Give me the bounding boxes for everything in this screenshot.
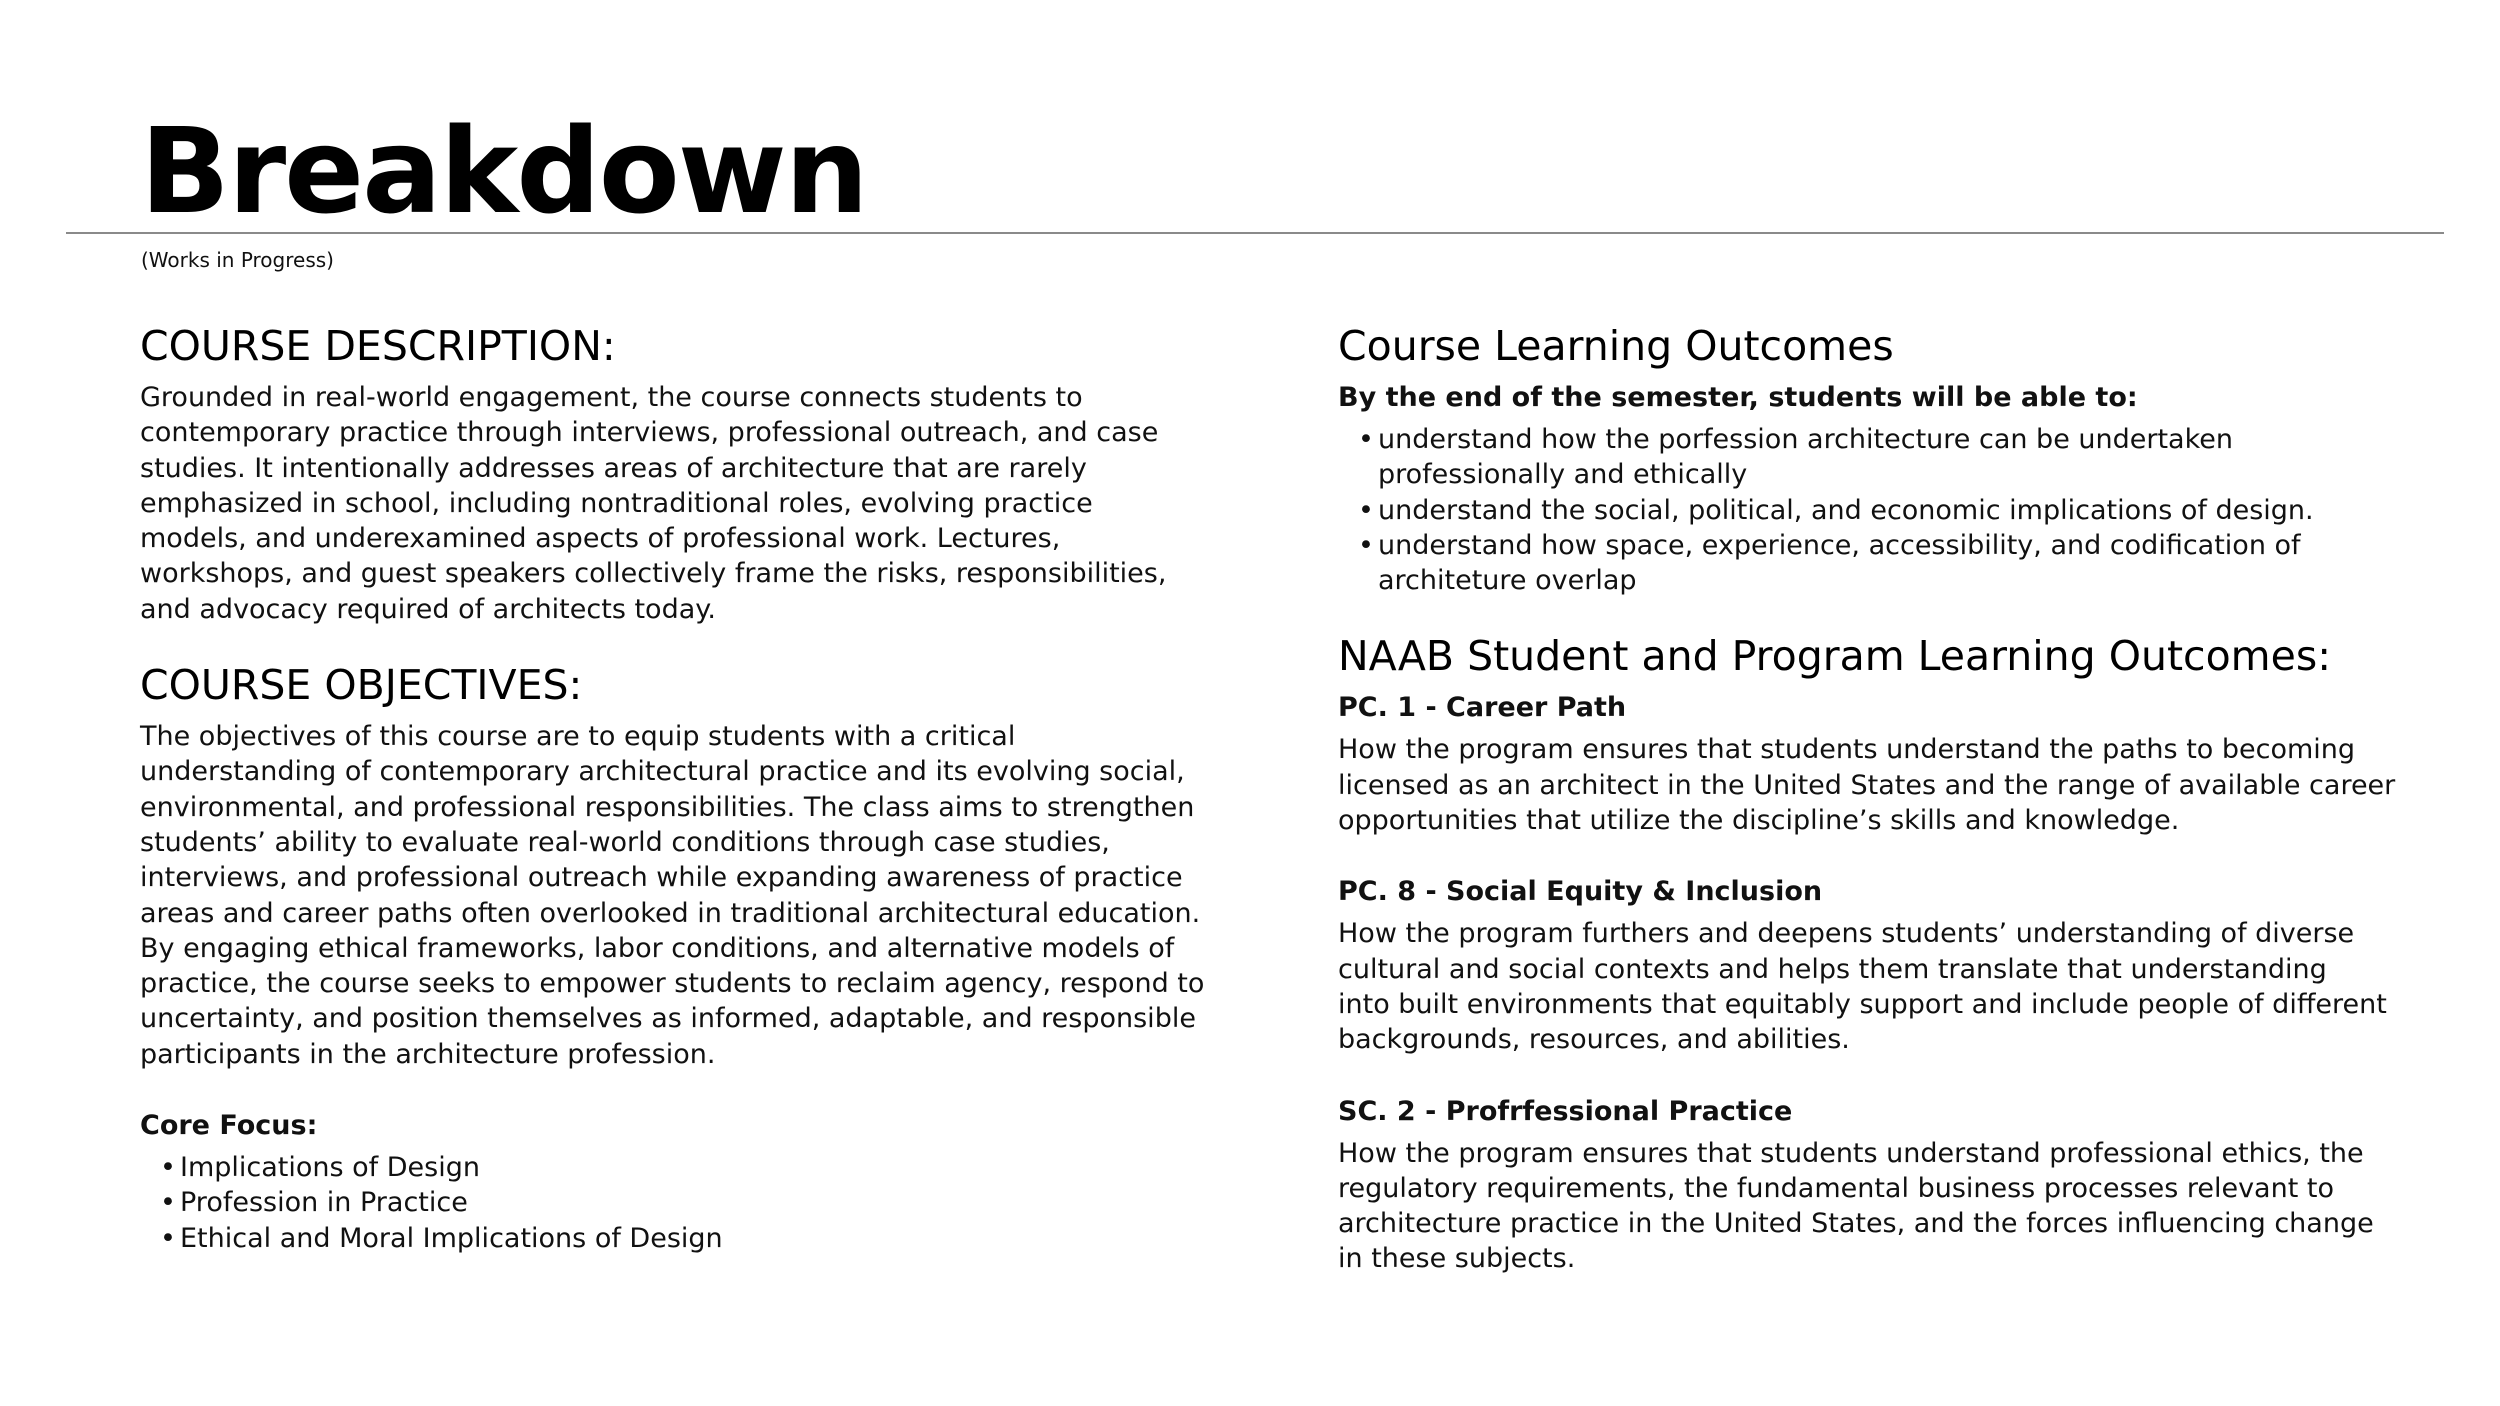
course-objectives-heading: COURSE OBJECTIVES: (140, 661, 583, 710)
bullet-icon: • (160, 1152, 176, 1184)
text-line: cultural and social contexts and helps them translate that understanding (1338, 953, 2327, 985)
naab-outcome-pc1 (1338, 690, 2448, 838)
text-line: participants in the architecture profession. (140, 1038, 716, 1070)
text-line: The objectives of this course are to equip students with a critical (140, 721, 1016, 753)
text-line: licensed as an architect in the United States and the range of available career (1338, 769, 2396, 801)
text-line: emphasized in school, including nontraditional roles, evolving practice (140, 487, 1093, 519)
list-item (140, 1185, 1240, 1220)
list-item-text: Implications of Design (180, 1152, 480, 1184)
title-divider (66, 232, 2444, 234)
naab-outcomes-heading: NAAB Student and Program Learning Outcomes: (1338, 632, 2332, 681)
text-line: contemporary practice through interviews, professional outreach, and case (140, 417, 1159, 449)
text-line: opportunities that utilize the discipline’s skills and knowledge. (1338, 805, 2180, 837)
text-line: Grounded in real-world engagement, the course connects students to (140, 382, 1083, 413)
list-item-text: Ethical and Moral Implications of Design (180, 1222, 723, 1254)
list-item (140, 1150, 1240, 1185)
text-line: architecture practice in the United States, and the forces influencing change (1338, 1208, 2374, 1240)
text-line: interviews, and professional outreach while expanding awareness of practice (140, 862, 1183, 894)
text-line: practice, the course seeks to empower students to reclaim agency, respond to (140, 968, 1205, 1000)
list-item-text: Profession in Practice (180, 1187, 468, 1219)
core-focus-section (140, 1108, 1240, 1256)
text-line: studies. It intentionally addresses areas of architecture that are rarely (140, 452, 1087, 484)
list-item-line: professionally and ethically (1378, 459, 1748, 491)
naab-outcome-sc2 (1338, 1094, 2448, 1277)
list-item-line: understand how space, experience, accessibility, and codification of (1378, 529, 2301, 561)
text-line: uncertainty, and position themselves as informed, adaptable, and responsible (140, 1003, 1196, 1035)
naab-outcomes-section (1338, 628, 2448, 1276)
text-line: areas and career paths often overlooked in traditional architectural education. (140, 897, 1201, 929)
bullet-icon: • (160, 1222, 176, 1254)
outcome-text (1338, 916, 2448, 1057)
page-subtitle: (Works in Progress) (141, 248, 334, 272)
list-item (1338, 528, 2448, 599)
outcome-label: SC. 2 - Profrfessional Practice (1338, 1095, 1793, 1127)
list-item (140, 1221, 1240, 1256)
course-description-heading: COURSE DESCRIPTION: (140, 322, 616, 370)
course-description-text (140, 380, 1240, 627)
text-line: How the program ensures that students understand the paths to becoming (1338, 734, 2356, 766)
outcome-label: PC. 8 - Social Equity & Inclusion (1338, 876, 1823, 908)
text-line: students’ ability to evaluate real-world conditions through case studies, (140, 826, 1110, 858)
right-column (1338, 318, 2448, 1277)
text-line: models, and underexamined aspects of professional work. Lectures, (140, 523, 1061, 555)
bullet-icon: • (1358, 424, 1374, 455)
course-learning-outcomes-list (1338, 422, 2448, 598)
page-title: Breakdown (140, 102, 867, 240)
course-objectives-section (140, 657, 1240, 1072)
list-item-line: architeture overlap (1378, 565, 1637, 597)
text-line: environmental, and professional responsibilities. The class aims to strengthen (140, 791, 1195, 823)
naab-outcome-pc8 (1338, 874, 2448, 1057)
text-line: By engaging ethical frameworks, labor conditions, and alternative models of (140, 932, 1175, 964)
text-line: How the program ensures that students understand professional ethics, the (1338, 1137, 2364, 1169)
course-description-section (140, 318, 1240, 627)
course-learning-outcomes-heading: Course Learning Outcomes (1338, 322, 1894, 370)
list-item (1338, 493, 2448, 528)
list-item-line: understand how the porfession architecture can be undertaken (1378, 424, 2233, 455)
list-item (1338, 422, 2448, 493)
course-learning-outcomes-section (1338, 318, 2448, 598)
bullet-icon: • (1358, 494, 1374, 526)
bullet-icon: • (1358, 529, 1374, 561)
text-line: workshops, and guest speakers collectively frame the risks, responsibilities, (140, 558, 1167, 590)
text-line: How the program furthers and deepens students’ understanding of diverse (1338, 918, 2355, 950)
text-line: in these subjects. (1338, 1243, 1576, 1275)
outcome-label: PC. 1 - Career Path (1338, 692, 1627, 724)
left-column (140, 318, 1240, 1256)
text-line: regulatory requirements, the fundamental business processes relevant to (1338, 1172, 2334, 1204)
list-item-line: understand the social, political, and economic implications of design. (1378, 494, 2314, 526)
core-focus-label: Core Focus: (140, 1110, 318, 1142)
outcome-text (1338, 732, 2448, 838)
core-focus-list (140, 1150, 1240, 1256)
text-line: understanding of contemporary architectural practice and its evolving social, (140, 756, 1185, 788)
bullet-icon: • (160, 1187, 176, 1219)
text-line: and advocacy required of architects today. (140, 593, 716, 625)
course-objectives-text (140, 719, 1240, 1072)
outcome-text (1338, 1136, 2448, 1277)
text-line: into built environments that equitably support and include people of different (1338, 988, 2387, 1020)
text-line: backgrounds, resources, and abilities. (1338, 1024, 1850, 1056)
course-learning-outcomes-intro: By the end of the semester, students will be able to: (1338, 382, 2138, 413)
